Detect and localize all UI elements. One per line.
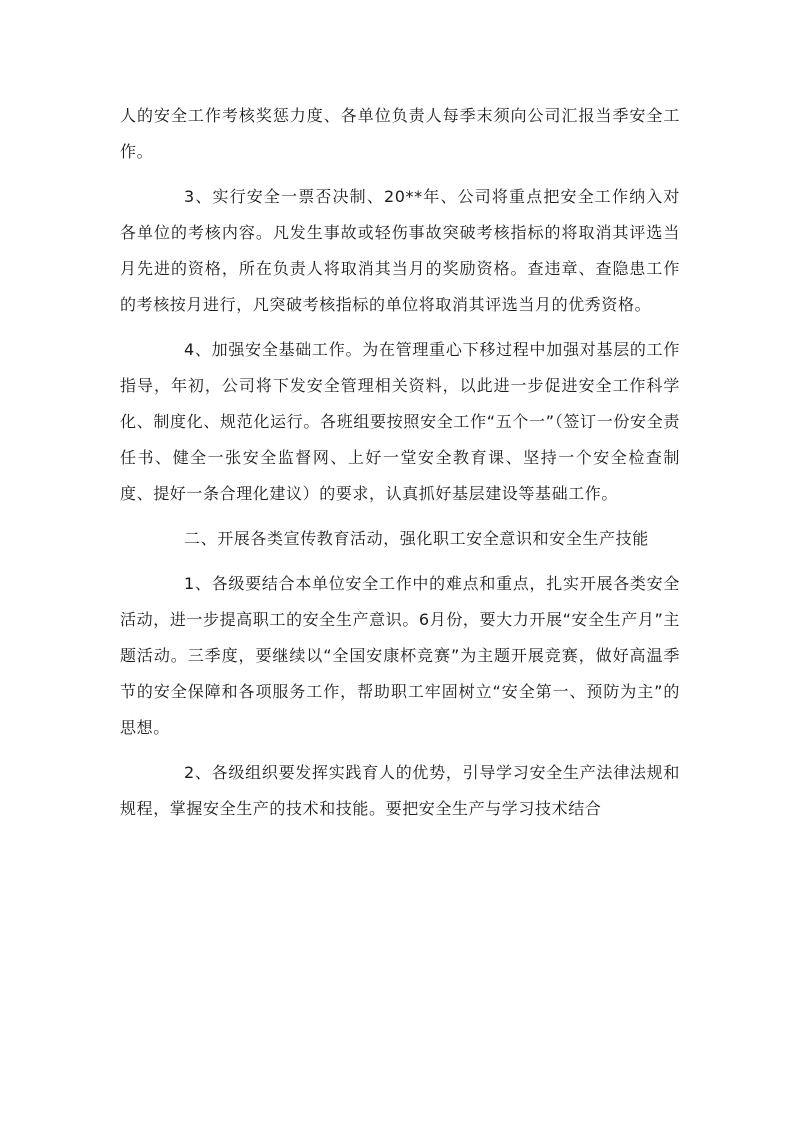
paragraph-item-1: 1、各级要结合本单位安全工作中的难点和重点，扎实开展各类安全活动，进一步提高职工的安全生产意识。6月份，要大力开展“安全生产月”主题活动。三季度，要继续以“全国安康杯竞赛”为主题开展竞赛，做好高温季节的安全保障和各项服务工作，帮助职工牢固树立“安全第一、预防为主”的思想。 bbox=[120, 574, 680, 737]
paragraph-continuation: 人的安全工作考核奖惩力度、各单位负责人每季末须向公司汇报当季安全工作。 bbox=[120, 106, 680, 161]
paragraph-item-3: 3、实行安全一票否决制、20**年、公司将重点把安全工作纳入对各单位的考核内容。凡发生事故或轻伤事故突破考核指标的将取消其评选当月先进的资格，所在负责人将取消其当月的奖励资格。查违章、查隐患工作的考核按月进行，凡突破考核指标的单位将取消其评选当月的优秀资格。 bbox=[120, 187, 680, 314]
section-heading-2: 二、开展各类宣传教育活动，强化职工安全意识和安全生产技能 bbox=[184, 529, 649, 548]
paragraph-item-2: 2、各级组织要发挥实践育人的优势，引导学习安全生产法律法规和规程，掌握安全生产的技术和技能。要把安全生产与学习技术结合 bbox=[120, 763, 680, 818]
paragraph-item-4: 4、加强安全基础工作。为在管理重心下移过程中加强对基层的工作指导，年初，公司将下发安全管理相关资料，以此进一步促进安全工作科学化、制度化、规范化运行。各班组要按照安全工作“五个一”（签订一份安全责任书、健全一张安全监督网、上好一堂安全教育课、坚持一个安全检查制度、提好一条合理化建议）的要求，认真抓好基层建设等基础工作。 bbox=[120, 340, 680, 503]
document-body bbox=[120, 98, 680, 836]
